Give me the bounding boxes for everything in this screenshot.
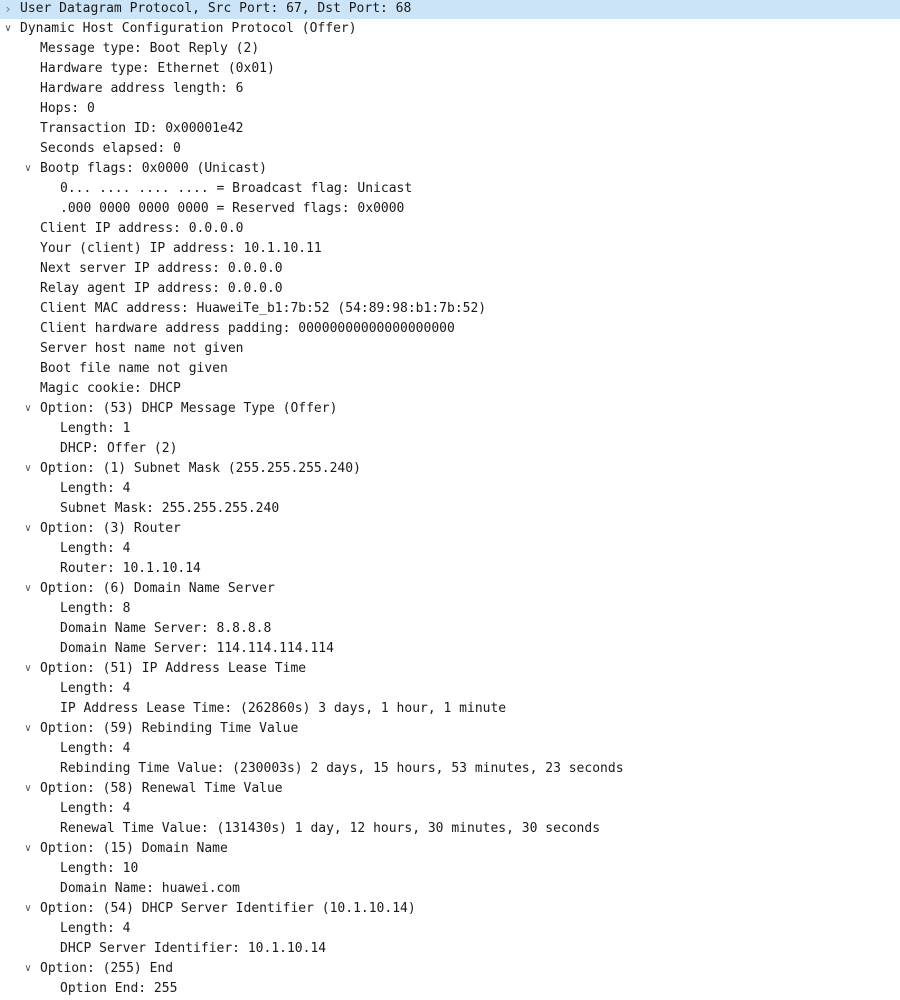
tree-node-45[interactable] [0,899,900,919]
tree-row-label: Option: (54) DHCP Server Identifier (10.1.10.14) [40,901,416,916]
tree-node-48[interactable] [0,959,900,979]
tree-row-label: Boot file name not given [40,361,228,376]
tree-node-8[interactable] [0,159,900,179]
tree-field-18[interactable] [0,359,900,379]
tree-field-30[interactable] [0,599,900,619]
chevron-down-icon[interactable]: ∨ [24,963,32,974]
tree-field-31[interactable] [0,619,900,639]
tree-row-label: Option: (58) Renewal Time Value [40,781,283,796]
tree-field-2[interactable] [0,39,900,59]
tree-row-label: Option: (15) Domain Name [40,841,228,856]
tree-row-label: Length: 4 [60,921,131,936]
tree-row-label: Option: (51) IP Address Lease Time [40,661,307,676]
tree-field-6[interactable] [0,119,900,139]
tree-row-label: Next server IP address: 0.0.0.0 [40,261,283,276]
chevron-down-icon[interactable]: ∨ [24,163,32,174]
tree-row-label: Length: 10 [60,861,139,876]
tree-field-37[interactable] [0,739,900,759]
tree-field-13[interactable] [0,259,900,279]
tree-field-22[interactable] [0,439,900,459]
chevron-down-icon[interactable]: ∨ [24,463,32,474]
tree-row-label: Transaction ID: 0x00001e42 [40,121,244,136]
tree-field-40[interactable] [0,799,900,819]
tree-row-label: Domain Name: huawei.com [60,881,241,896]
tree-field-12[interactable] [0,239,900,259]
tree-row-label: Domain Name Server: 114.114.114.114 [60,641,334,656]
tree-row-label: IP Address Lease Time: (262860s) 3 days, 1 hour, 1 minute [60,701,507,716]
tree-field-16[interactable] [0,319,900,339]
tree-node-23[interactable] [0,459,900,479]
tree-row-label: Length: 4 [60,481,131,496]
chevron-down-icon[interactable]: ∨ [24,403,32,414]
tree-field-3[interactable] [0,59,900,79]
chevron-down-icon[interactable]: ∨ [24,523,32,534]
tree-row-label: Length: 4 [60,801,131,816]
tree-field-14[interactable] [0,279,900,299]
tree-row-label: Domain Name Server: 8.8.8.8 [60,621,272,636]
tree-row-label: Option: (255) End [40,961,174,976]
tree-row-label: Bootp flags: 0x0000 (Unicast) [40,161,267,176]
tree-row-label: Length: 1 [60,421,131,436]
tree-row-label: Router: 10.1.10.14 [60,561,201,576]
tree-row-label: DHCP: Offer (2) [60,441,178,456]
tree-field-35[interactable] [0,699,900,719]
tree-node-42[interactable] [0,839,900,859]
tree-field-27[interactable] [0,539,900,559]
tree-field-38[interactable] [0,759,900,779]
tree-field-11[interactable] [0,219,900,239]
tree-field-32[interactable] [0,639,900,659]
tree-row-label: Hardware type: Ethernet (0x01) [40,61,275,76]
tree-row-label: Seconds elapsed: 0 [40,141,181,156]
tree-field-34[interactable] [0,679,900,699]
tree-row-label: Subnet Mask: 255.255.255.240 [60,501,280,516]
chevron-down-icon[interactable]: ∨ [24,583,32,594]
chevron-down-icon[interactable]: ∨ [24,723,32,734]
tree-field-46[interactable] [0,919,900,939]
tree-row-label: Length: 8 [60,601,131,616]
tree-row-label: Your (client) IP address: 10.1.10.11 [40,241,322,256]
tree-field-49[interactable] [0,979,900,999]
tree-row-label: Message type: Boot Reply (2) [40,41,260,56]
tree-row-label: DHCP Server Identifier: 10.1.10.14 [60,941,327,956]
tree-node-29[interactable] [0,579,900,599]
tree-row-label: Option: (59) Rebinding Time Value [40,721,299,736]
tree-field-10[interactable] [0,199,900,219]
tree-row-label: User Datagram Protocol, Src Port: 67, Dst Port: 68 [20,1,412,16]
tree-row-label: Option: (53) DHCP Message Type (Offer) [40,401,338,416]
tree-node-1[interactable] [0,19,900,39]
tree-field-15[interactable] [0,299,900,319]
tree-node-33[interactable] [0,659,900,679]
tree-row-label: Dynamic Host Configuration Protocol (Offer) [20,21,357,36]
tree-row-label: Option End: 255 [60,981,178,996]
tree-row-label: Option: (3) Router [40,521,181,536]
tree-field-25[interactable] [0,499,900,519]
tree-row-label: Client hardware address padding: 00000000000000000000 [40,321,455,336]
tree-row-label: Length: 4 [60,681,131,696]
tree-field-5[interactable] [0,99,900,119]
tree-row-label: Hops: 0 [40,101,95,116]
tree-row-label: .000 0000 0000 0000 = Reserved flags: 0x0000 [60,201,405,216]
tree-row-label: Rebinding Time Value: (230003s) 2 days, 15 hours, 53 minutes, 23 seconds [60,761,624,776]
tree-node-26[interactable] [0,519,900,539]
tree-row-label: Magic cookie: DHCP [40,381,181,396]
tree-row-label: Server host name not given [40,341,244,356]
tree-node-20[interactable] [0,399,900,419]
tree-field-17[interactable] [0,339,900,359]
tree-row-label: Relay agent IP address: 0.0.0.0 [40,281,283,296]
tree-row-label: 0... .... .... .... = Broadcast flag: Unicast [60,181,413,196]
chevron-right-icon[interactable]: › [5,2,11,16]
tree-row-label: Option: (1) Subnet Mask (255.255.255.240) [40,461,361,476]
tree-field-41[interactable] [0,819,900,839]
tree-row-label: Hardware address length: 6 [40,81,244,96]
tree-row-label: Renewal Time Value: (131430s) 1 day, 12 hours, 30 minutes, 30 seconds [60,821,601,836]
tree-field-4[interactable] [0,79,900,99]
chevron-down-icon[interactable]: ∨ [24,783,32,794]
chevron-down-icon[interactable]: ∨ [24,663,32,674]
tree-field-21[interactable] [0,419,900,439]
tree-field-28[interactable] [0,559,900,579]
tree-row-label: Option: (6) Domain Name Server [40,581,275,596]
tree-row-label: Client MAC address: HuaweiTe_b1:7b:52 (54:89:98:b1:7b:52) [40,301,487,316]
tree-node-0[interactable] [0,0,900,19]
tree-field-47[interactable] [0,939,900,959]
chevron-down-icon[interactable]: ∨ [4,23,12,34]
tree-row-label: Length: 4 [60,741,131,756]
chevron-down-icon[interactable]: ∨ [24,903,32,914]
tree-field-44[interactable] [0,879,900,899]
chevron-down-icon[interactable]: ∨ [24,843,32,854]
tree-field-9[interactable] [0,179,900,199]
tree-field-24[interactable] [0,479,900,499]
tree-row-label: Length: 4 [60,541,131,556]
tree-node-39[interactable] [0,779,900,799]
tree-field-19[interactable] [0,379,900,399]
tree-field-43[interactable] [0,859,900,879]
tree-row-label: Client IP address: 0.0.0.0 [40,221,244,236]
tree-node-36[interactable] [0,719,900,739]
tree-field-7[interactable] [0,139,900,159]
